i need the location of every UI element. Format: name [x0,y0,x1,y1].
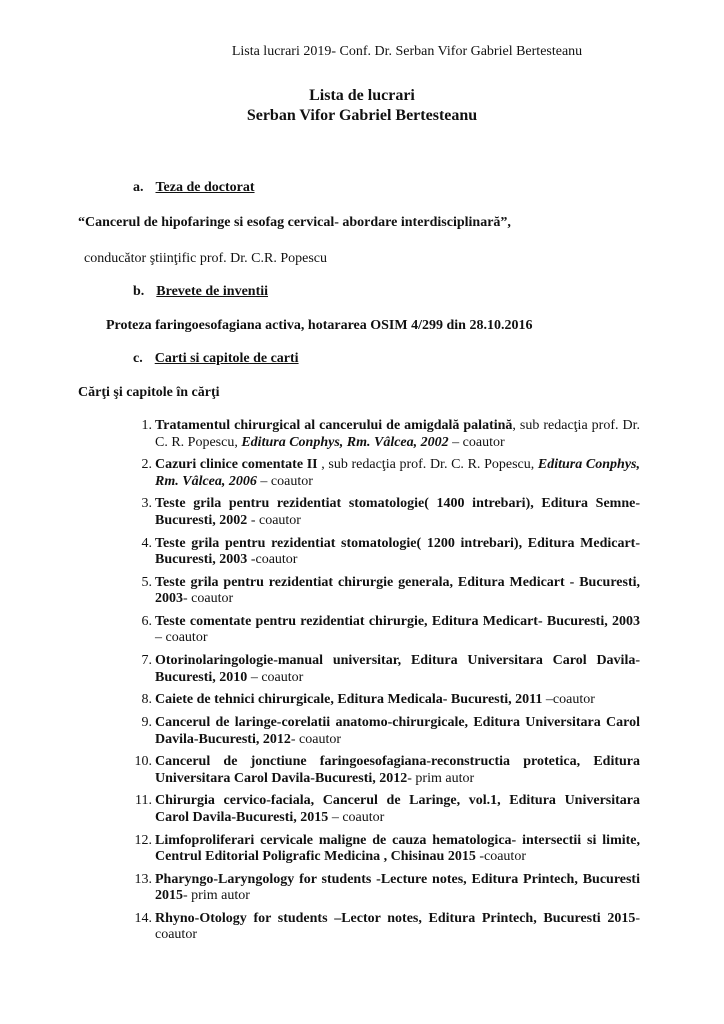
books-list [120,418,640,950]
list-item: 2. Cazuri clinice comentate II , sub redacţia prof. Dr. C. R. Popescu, Editura Conphys, Rm. Vâlcea, 2006 – coautor [141,457,640,489]
list-item: 7. Otorinolaringologie-manual universitar, Editura Universitara Carol Davila- Bucuresti, 2010 – coautor [141,653,640,685]
section-c-heading [133,351,299,367]
document-title [0,86,724,126]
title-line-1: Lista de lucrari [309,87,415,104]
section-a-letter: a. [133,180,144,195]
title-line-2: Serban Vifor Gabriel Bertesteanu [246,107,478,124]
section-b-heading [133,284,268,300]
list-item: 9. Cancerul de laringe-corelatii anatomo-chirurgicale, Editura Universitara Carol Davila-Bucuresti, 2012- coautor [141,715,640,747]
list-item: 8. Caiete de tehnici chirurgicale, Editura Medicala- Bucuresti, 2011 –coautor [141,692,595,708]
thesis-supervisor: conducător ştiinţific prof. Dr. C.R. Popescu [84,251,328,266]
list-item: 1. Tratamentul chirurgical al cancerului de amigdală palatină, sub redacţia prof. Dr. C. R. Popescu, Editura Conphys, Rm. Vâlcea, 2002 – coautor [141,418,640,450]
running-header: Lista lucrari 2019- Conf. Dr. Serban Vifor Gabriel Bertesteanu [231,44,583,59]
section-a-title: Teza de doctorat [155,180,255,195]
list-item: 12. Limfoproliferari cervicale maligne de cauza hematologica- intersectii si limite, Centrul Editorial Poligrafic Medicina , Chisinau 2015 -coautor [134,832,640,865]
list-item: 3. Teste grila pentru rezidentiat stomatologie( 1400 intrebari), Editura Semne- Bucuresti, 2002 - coautor [141,496,640,528]
list-item: 6. Teste comentate pentru rezidentiat chirurgie, Editura Medicart- Bucuresti, 2003 – coautor [141,613,640,646]
section-b-letter: b. [133,284,145,299]
list-item: 5. Teste grila pentru rezidentiat chirurgie generala, Editura Medicart - Bucuresti, 2003- coautor [141,574,640,607]
section-b-title: Brevete de inventii [156,284,269,299]
section-c-title: Carti si capitole de carti [154,351,299,366]
thesis-title: “Cancerul de hipofaringe si esofag cervical- abordare interdisciplinară”, [78,215,511,230]
list-item: 10. Cancerul de jonctiune faringoesofagiana-reconstructia protetica, Editura Universitara Carol Davila-Bucuresti, 2012- prim autor [134,754,640,786]
patent-entry: Proteza faringoesofagiana activa, hotararea OSIM 4/299 din 28.10.2016 [106,318,533,333]
list-item: 14. Rhyno-Otology for students –Lector notes, Editura Printech, Bucuresti 2015- coautor [134,910,640,943]
list-item: 13. Pharyngo-Laryngology for students -Lecture notes, Editura Printech, Bucuresti 2015- prim autor [134,871,640,904]
section-a-heading [133,180,255,196]
list-item: 4. Teste grila pentru rezidentiat stomatologie( 1200 intrebari), Editura Medicart- Bucuresti, 2003 -coautor [141,535,640,568]
books-heading: Cărţi şi capitole în cărţi [78,385,220,400]
list-item: 11. Chirurgia cervico-faciala, Cancerul de Laringe, vol.1, Editura Universitara Carol Davila-Bucuresti, 2015 – coautor [135,793,640,825]
section-c-letter: c. [133,351,143,366]
